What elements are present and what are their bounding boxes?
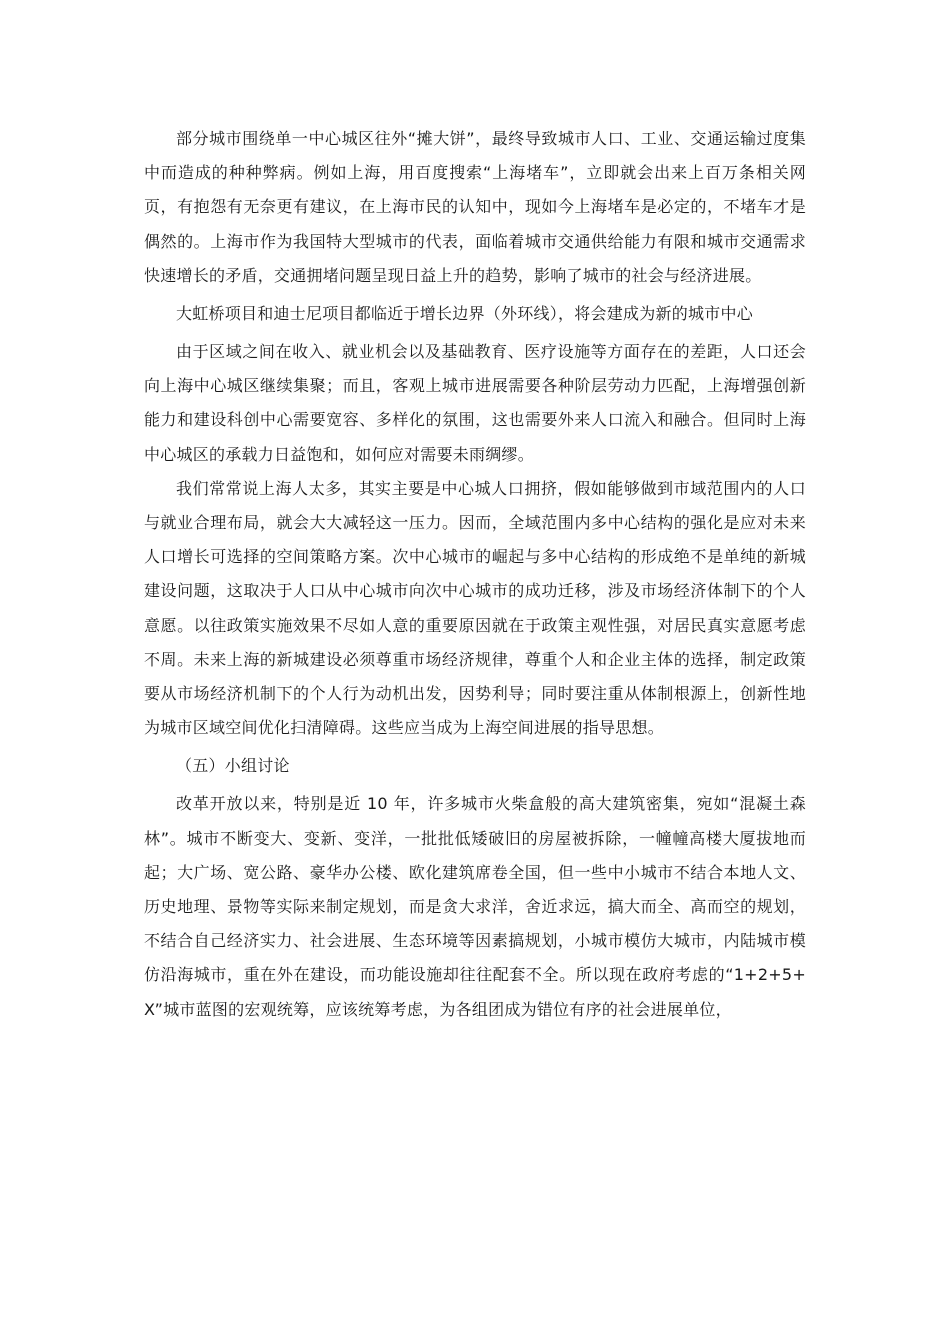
paragraph-hongqiao-disney: 大虹桥项目和迪士尼项目都临近于增长边界（外环线），将会建成为新的城市中心 [176, 304, 754, 324]
paragraph-urban-planning-critique: 改革开放以来，特别是近 10 年，许多城市火柴盒般的高大建筑密集，宛如“混凝土森林”。城市不断变大、变新、变洋，一批批低矮破旧的房屋被拆除，一幢幢高楼大厦拔地而起；大广场、宽公路、豪华办公楼、欧化建筑席卷全国，但一些中小城市不结合本地人文、历史地理、景物等实际来制定规划，而是贪大求洋，舍近求远，搞大而全、高而空的规划，不结合自己经济实力、社会进展、生态环境等因素搞规划，小城市模仿大城市，内陆城市模仿沿海城市，重在外在建设，而功能设施却往往配套不全。所以现在政府考虑的“1+2+5+X”城市蓝图的宏观统筹，应该统筹考虑，为各组团成为错位有序的社会进展单位， [144, 794, 806, 1019]
paragraph-traffic-congestion: 部分城市围绕单一中心城区往外“摊大饼”，最终导致城市人口、工业、交通运输过度集中而造成的种种弊病。例如上海，用百度搜索“上海堵车”，立即就会出来上百万条相关网页，有抱怨有无奈更有建议，在上海市民的认知中，现如今上海堵车是必定的，不堵车才是偶然的。上海市作为我国特大型城市的代表，面临着城市交通供给能力有限和城市交通需求快速增长的矛盾，交通拥堵问题呈现日益上升的趋势，影响了城市的社会与经济进展。 [144, 129, 806, 285]
paragraph-population-gathering: 由于区域之间在收入、就业机会以及基础教育、医疗设施等方面存在的差距，人口还会向上海中心城区继续集聚；而且，客观上城市进展需要各种阶层劳动力匹配，上海增强创新能力和建设科创中心需要宽容、多样化的氛围，这也需要外来人口流入和融合。但同时上海中心城区的承载力日益饱和，如何应对需要未雨绸缪。 [144, 342, 806, 464]
paragraph-polycentric-strategy: 我们常常说上海人太多，其实主要是中心城人口拥挤，假如能够做到市域范围内的人口与就业合理布局，就会大大减轻这一压力。因而，全域范围内多中心结构的强化是应对未来人口增长可选择的空间策略方案。次中心城市的崛起与多中心结构的形成绝不是单纯的新城建设问题，这取决于人口从中心城市向次中心城市的成功迁移，涉及市场经济体制下的个人意愿。以往政策实施效果不尽如人意的重要原因就在于政策主观性强，对居民真实意愿考虑不周。未来上海的新城建设必须尊重市场经济规律，尊重个人和企业主体的选择，制定政策要从市场经济机制下的个人行为动机出发，因势利导；同时要注重从体制根源上，创新性地为城市区域空间优化扫清障碍。这些应当成为上海空间进展的指导思想。 [144, 478, 806, 738]
document-body [144, 122, 806, 1027]
section-heading-group-discussion: （五）小组讨论 [176, 756, 290, 776]
